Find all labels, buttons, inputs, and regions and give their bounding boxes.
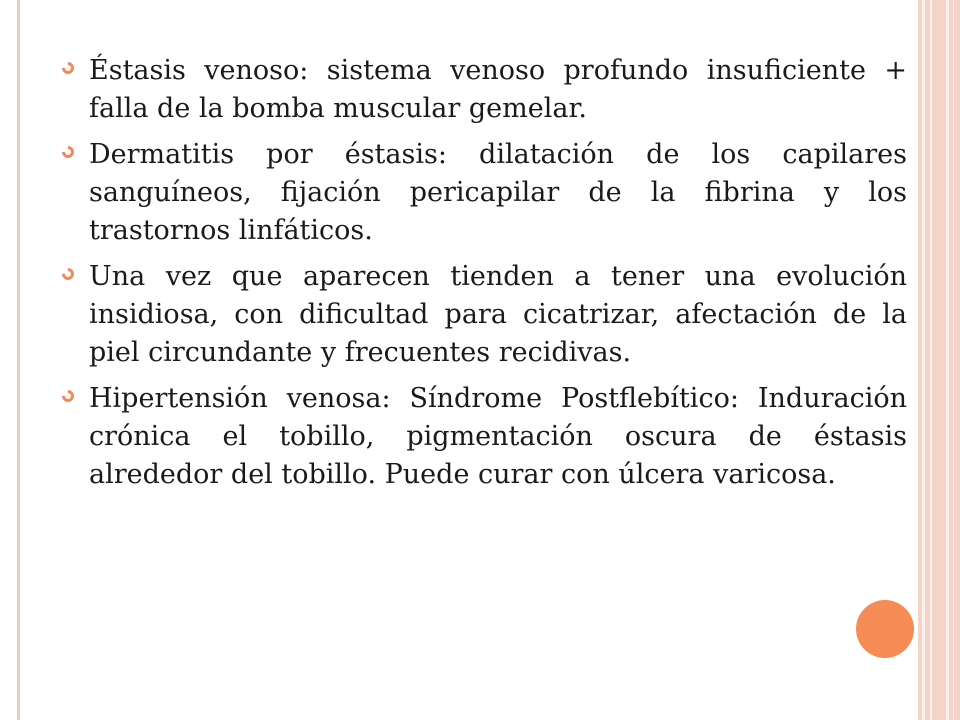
ring-bullet-icon <box>60 144 77 161</box>
bullet-item <box>62 258 907 372</box>
ring-bullet-icon <box>60 60 77 77</box>
bullet-text: Una vez que aparecen tienden a tener una evolución insidiosa, con dificultad para cicatrizar, afectación de la piel circundante y frecuentes recidivas. <box>89 261 907 368</box>
bullet-text: Dermatitis por éstasis: dilatación de los capilares sanguíneos, fijación pericapilar de la fibrina y los trastornos linfáticos. <box>89 139 907 246</box>
bullet-item <box>62 136 907 250</box>
bullet-text: Hipertensión venosa: Síndrome Postflebítico: Induración crónica el tobillo, pigmentación oscura de éstasis alrededor del tobillo. Puede curar con úlcera varicosa. <box>89 383 907 490</box>
slide-content <box>62 52 907 502</box>
bullet-item <box>62 52 907 128</box>
right-stripe <box>953 0 954 720</box>
ring-bullet-icon <box>60 388 77 405</box>
bullet-item <box>62 380 907 494</box>
bullet-text: Éstasis venoso: sistema venoso profundo insuficiente + falla de la bomba muscular gemelar. <box>89 55 907 124</box>
right-stripe <box>930 0 932 720</box>
left-decorative-line <box>17 0 20 720</box>
bullet-list <box>62 52 907 494</box>
right-stripe <box>946 0 949 720</box>
ring-bullet-icon <box>60 266 77 283</box>
orange-circle-icon <box>856 600 914 658</box>
right-stripe <box>922 0 925 720</box>
